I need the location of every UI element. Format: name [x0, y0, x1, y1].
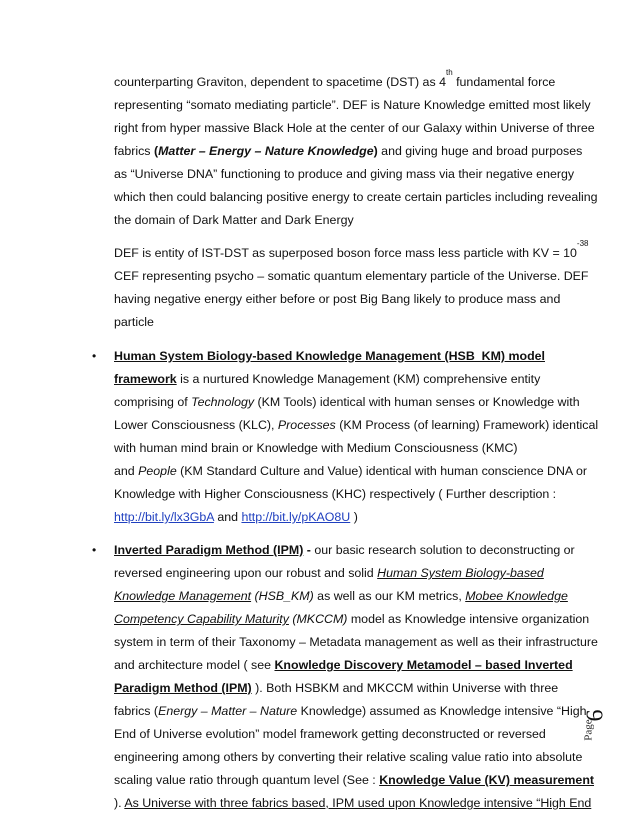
bullet-marker-2: •: [92, 543, 97, 557]
para1-line7: the domain of Dark Matter and Dark Energy: [114, 213, 354, 227]
para1-line5: as “Universe DNA” functioning to produce and giving mass via their negative energy: [114, 167, 575, 181]
bullet2-line12: ). As Universe with three fabrics based, IPM used upon Knowledge intensive “High End: [114, 796, 592, 810]
para2-line2: CEF representing psycho – somatic quantum elementary particle of the Universe. DEF: [114, 269, 589, 283]
bullet2-line11: scaling value ratio through quantum level (See : Knowledge Value (KV) measurement: [114, 773, 595, 787]
bullet2-line3: Knowledge Management (HSB_KM) as well as our KM metrics, Mobee Knowledge: [114, 589, 568, 603]
bullet2-title: Inverted Paradigm Method (IPM): [114, 543, 304, 557]
bullet1-line5: with human mind brain or Knowledge with Medium Consciousness (KMC): [114, 441, 518, 455]
bullet2-line1: Inverted Paradigm Method (IPM) - our basic research solution to deconstructing or: [114, 543, 575, 557]
bullet1-title: Human System Biology-based Knowledge Management (HSB_KM) model: [114, 349, 545, 363]
link-lx3GbA[interactable]: http://bit.ly/lx3GbA: [114, 510, 214, 524]
bullet1-line4: Lower Consciousness (KLC), Processes (KM Process (of learning) Framework) identical: [114, 418, 599, 432]
para1-line1: counterparting Graviton, dependent to spacetime (DST) as 4th fundamental force: [114, 68, 556, 89]
para1-line4: fabrics (Matter – Energy – Nature Knowledge) and giving huge and broad purposes: [114, 144, 583, 158]
bullet2-line7: Paradigm Method (IPM) ). Both HSBKM and MKCCM within Universe with three: [114, 681, 559, 695]
para1-line2: representing “somato mediating particle”. DEF is Nature Knowledge emitted most likely: [114, 98, 591, 112]
bullet1-line1: [114, 349, 545, 363]
bullet2-line10: engineering among others by converting their relative scaling value ratio into absolute: [114, 750, 583, 764]
page-number: 6: [582, 709, 609, 722]
bullet1-line3: comprising of Technology (KM Tools) identical with human senses or Knowledge with: [114, 395, 580, 409]
para2-line3: having negative energy either before or post Big Bang likely to produce mass and: [114, 292, 561, 306]
page-number-label: [584, 700, 624, 756]
bullet2-line2: reversed engineering upon our robust and solid Human System Biology-based: [114, 566, 544, 580]
bullet1-line8: http://bit.ly/lx3GbA and http://bit.ly/pKAO8U ): [114, 510, 358, 524]
link-pKAO8U[interactable]: http://bit.ly/pKAO8U: [241, 510, 351, 524]
page-word: Page: [582, 719, 595, 741]
para1-line6: which then could balancing positive energy to create certain particles including revealing: [114, 190, 598, 204]
bullet2-line8: fabrics (Energy – Matter – Nature Knowledge) assumed as Knowledge intensive “High: [114, 704, 587, 718]
para2-line1: DEF is entity of IST-DST as superposed boson force mass less particle with KV = $10^{-38}$: [114, 239, 589, 260]
bullet2-line5: system in term of their Taxonomy – Metadata management as well as their infrastructure: [114, 635, 598, 649]
para2-line4: particle: [114, 315, 154, 329]
bullet2-line4: Competency Capability Maturity (MKCCM) model as Knowledge intensive organization: [114, 612, 590, 626]
bullet2-line6: and architecture model ( see Knowledge Discovery Metamodel – based Inverted: [114, 658, 573, 672]
bullet2-line9: End of Universe evolution” model framework getting deconstructed or reversed: [114, 727, 546, 741]
bullet1-line7: Knowledge with Higher Consciousness (KHC) respectively ( Further description :: [114, 487, 557, 501]
bullet1-line2: framework is a nurtured Knowledge Management (KM) comprehensive entity: [114, 372, 541, 386]
bullet1-line6: and People (KM Standard Culture and Value) identical with human conscience DNA or: [114, 464, 587, 478]
para1-line3: right from hyper massive Black Hole at the center of our Galaxy within Universe of three: [114, 121, 595, 135]
bullet-marker-1: •: [92, 349, 97, 363]
